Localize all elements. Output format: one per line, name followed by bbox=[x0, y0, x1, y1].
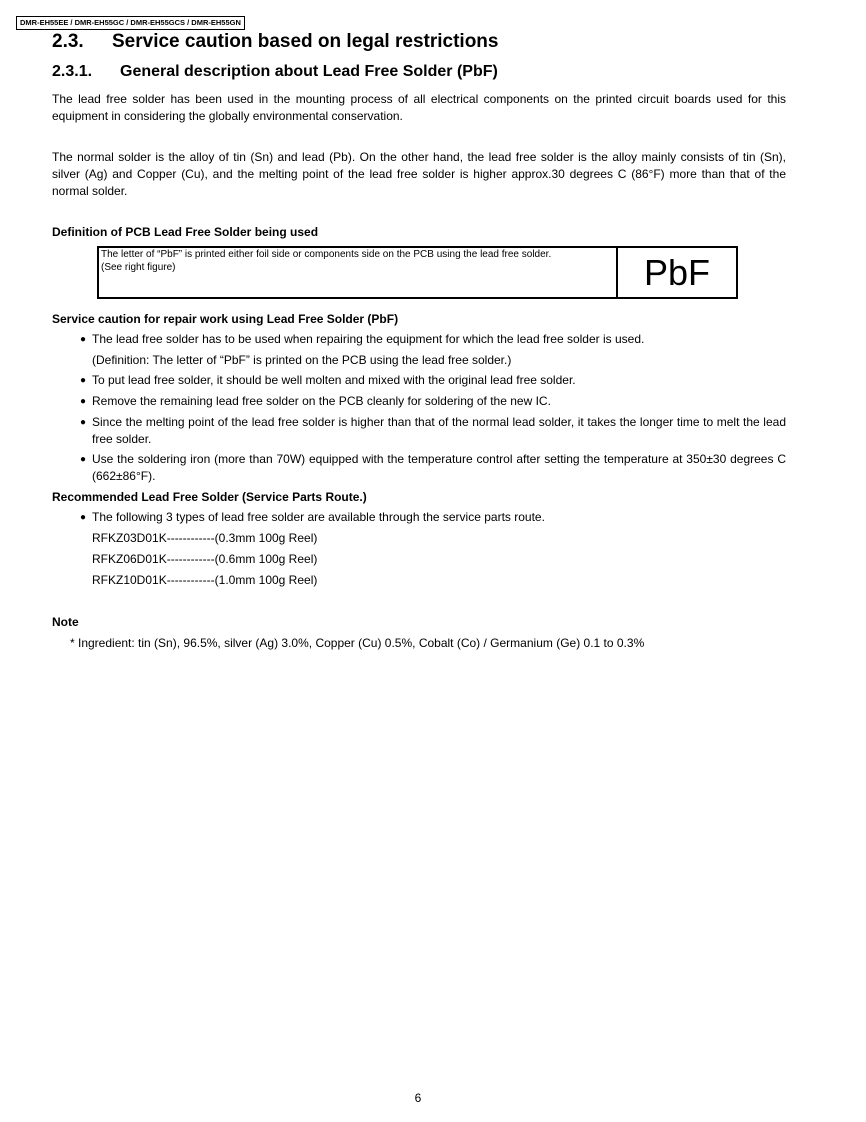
list-item-text: The following 3 types of lead free solder are available through the service parts route. bbox=[92, 510, 545, 524]
list-item-text: Remove the remaining lead free solder on the PCB cleanly for soldering of the new IC. bbox=[92, 394, 551, 408]
definition-note: (Definition: The letter of “PbF” is printed on the PCB using the lead free solder.) bbox=[92, 353, 512, 367]
paragraph-intro: The lead free solder has been used in the mounting process of all electrical components on the printed circuit boards used for this equipment in considering the globally environmental conservation. bbox=[52, 92, 786, 123]
section-title: Service caution based on legal restrictions bbox=[112, 31, 499, 52]
list-item bbox=[80, 331, 786, 348]
part-number-item: RFKZ03D01K------------(0.3mm 100g Reel) bbox=[92, 531, 318, 545]
pbf-definition-text bbox=[99, 248, 618, 297]
note-heading: Note bbox=[52, 615, 79, 629]
list-item-text: Use the soldering iron (more than 70W) equipped with the temperature control after setting the temperature at 350±30 degrees C (662±86°F). bbox=[92, 452, 786, 483]
list-item-text: To put lead free solder, it should be well molten and mixed with the original lead free solder. bbox=[92, 373, 576, 387]
subsection-number: 2.3.1. bbox=[52, 63, 93, 80]
list-item bbox=[80, 372, 786, 389]
bullet-icon: ● bbox=[80, 512, 87, 523]
list-item bbox=[80, 509, 786, 526]
subsection-title: General description about Lead Free Solder (PbF) bbox=[120, 63, 498, 80]
list-item bbox=[80, 393, 786, 410]
list-item-text: The lead free solder has to be used when repairing the equipment for which the lead free solder is used. bbox=[92, 332, 645, 346]
paragraph-alloy: The normal solder is the alloy of tin (Sn) and lead (Pb). On the other hand, the lead free solder is the alloy mainly consists of tin (Sn), silver (Ag) and Copper (Cu), and the melting point of the lead free solder is higher approx.30 degrees C (86°F) more than that of the normal solder. bbox=[52, 150, 786, 198]
list-item-text: Since the melting point of the lead free solder is higher than that of the normal lead solder, it takes the longer time to melt the lead free solder. bbox=[92, 415, 786, 446]
note-text: * Ingredient: tin (Sn), 96.5%, silver (Ag) 3.0%, Copper (Cu) 0.5%, Cobalt (Co) / Germanium (Ge) 0.1 to 0.3% bbox=[70, 636, 645, 650]
recommended-heading: Recommended Lead Free Solder (Service Parts Route.) bbox=[52, 490, 367, 504]
bullet-icon: ● bbox=[80, 417, 87, 428]
part-number-item: RFKZ06D01K------------(0.6mm 100g Reel) bbox=[92, 552, 318, 566]
subsection-heading bbox=[52, 63, 498, 81]
bullet-icon: ● bbox=[80, 396, 87, 407]
bullet-icon: ● bbox=[80, 375, 87, 386]
section-heading bbox=[52, 31, 498, 53]
part-number-item: RFKZ10D01K------------(1.0mm 100g Reel) bbox=[92, 573, 318, 587]
list-item bbox=[80, 451, 786, 485]
list-item bbox=[80, 414, 786, 448]
page-number: 6 bbox=[414, 1091, 422, 1105]
bullet-icon: ● bbox=[80, 334, 87, 345]
pbf-definition-box bbox=[97, 246, 738, 299]
repair-heading: Service caution for repair work using Lead Free Solder (PbF) bbox=[52, 312, 399, 326]
pbf-definition-line: The letter of “PbF” is printed either foil side or components side on the PCB using the lead free solder. bbox=[101, 249, 552, 260]
section-number: 2.3. bbox=[52, 31, 84, 52]
bullet-icon: ● bbox=[80, 454, 87, 465]
model-tag: DMR-EH55EE / DMR-EH55GC / DMR-EH55GCS / DMR-EH55GN bbox=[16, 16, 245, 30]
definition-heading: Definition of PCB Lead Free Solder being used bbox=[52, 225, 319, 239]
pbf-definition-line: (See right figure) bbox=[101, 262, 176, 273]
pbf-logo: PbF bbox=[643, 251, 711, 293]
